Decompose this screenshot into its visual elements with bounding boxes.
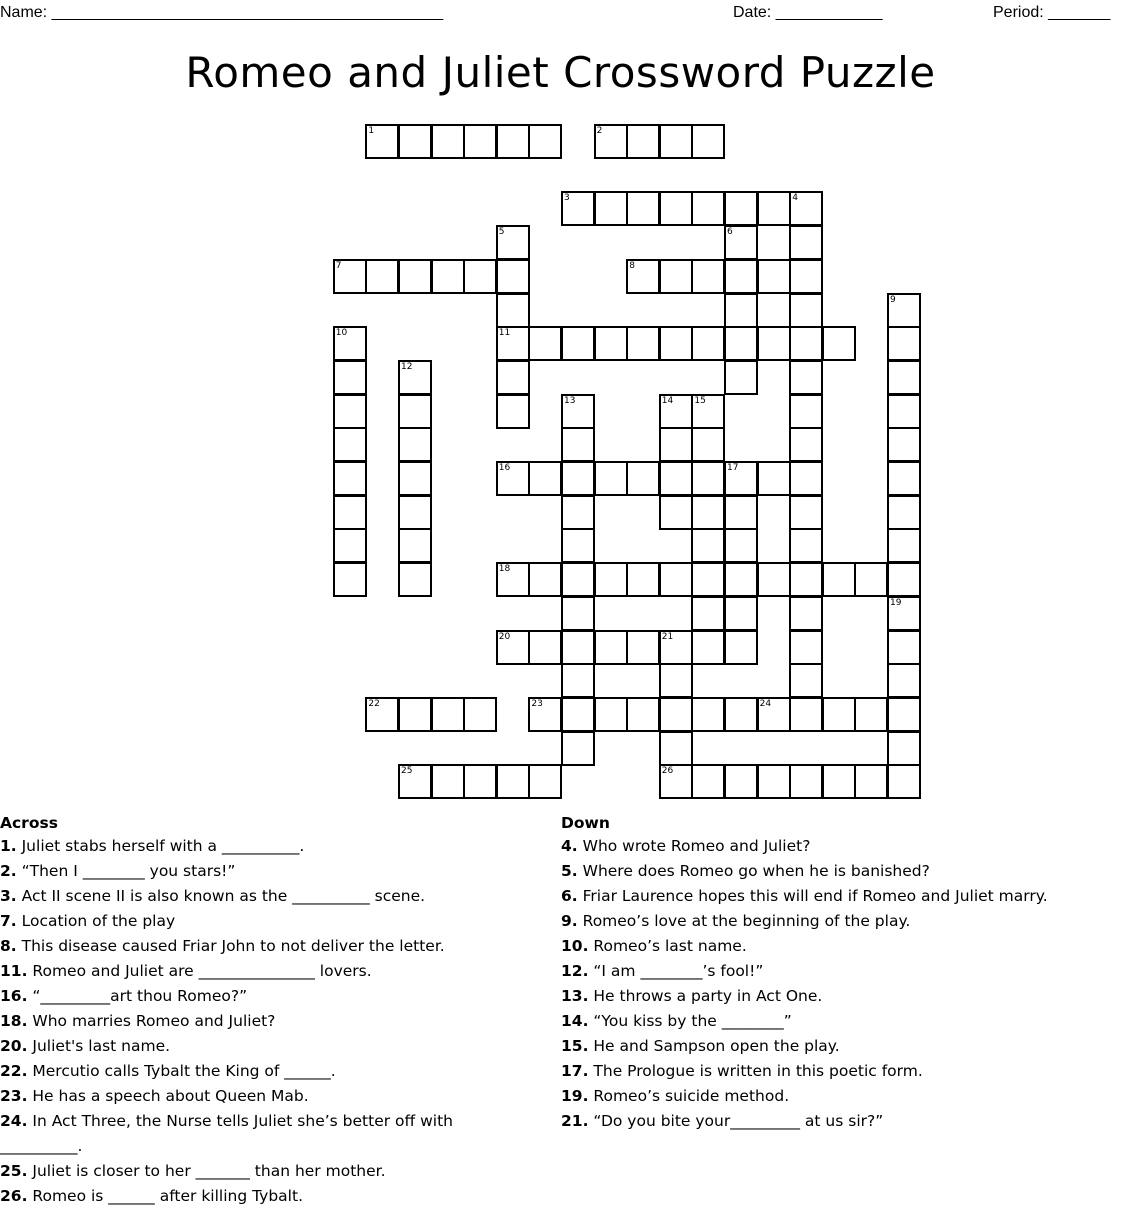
clue-item	[561, 1084, 1121, 1109]
grid-cell[interactable]	[789, 259, 823, 294]
clue-text: He and Sampson open the play.	[588, 1037, 840, 1055]
clue-number: 3.	[0, 887, 17, 905]
clue-text: “I am ________’s fool!”	[588, 962, 764, 980]
grid-cell[interactable]	[724, 191, 758, 226]
grid-cell[interactable]	[431, 697, 465, 732]
clue-number-label: 13	[564, 395, 576, 406]
grid-cell[interactable]	[496, 360, 530, 395]
grid-cell[interactable]	[333, 360, 367, 395]
clue-item	[0, 959, 545, 984]
grid-cell[interactable]	[496, 764, 530, 799]
grid-cell[interactable]	[561, 326, 595, 361]
grid-cell[interactable]	[659, 663, 693, 698]
grid-cell[interactable]	[496, 124, 530, 159]
grid-cell[interactable]	[789, 427, 823, 462]
clue-text: “_________art thou Romeo?”	[27, 987, 248, 1005]
clue-number-label: 22	[368, 698, 380, 709]
clue-number: 14.	[561, 1012, 589, 1030]
grid-cell[interactable]	[789, 562, 823, 597]
grid-cell[interactable]	[463, 259, 497, 294]
grid-cell[interactable]	[887, 427, 921, 462]
clue-number: 19.	[561, 1087, 589, 1105]
grid-cell[interactable]	[594, 191, 628, 226]
grid-cell[interactable]	[789, 394, 823, 429]
grid-cell[interactable]	[724, 495, 758, 530]
clue-number-label: 10	[335, 328, 348, 339]
grid-cell[interactable]	[691, 191, 725, 226]
grid-cell[interactable]	[691, 259, 725, 294]
grid-cell[interactable]	[724, 562, 758, 597]
grid-cell[interactable]	[757, 461, 791, 496]
clue-text: Where does Romeo go when he is banished?	[577, 862, 930, 880]
clue-item	[561, 1009, 1121, 1034]
period-field[interactable]: Period: _______	[993, 4, 1111, 21]
clue-number: 24.	[0, 1112, 28, 1130]
grid-cell[interactable]	[691, 596, 725, 631]
clue-number-label: 6	[727, 227, 733, 238]
clue-item	[561, 934, 1121, 959]
clue-number-label: 9	[890, 294, 896, 305]
grid-cell[interactable]	[887, 663, 921, 698]
grid-cell[interactable]	[789, 326, 823, 361]
clue-item	[0, 1059, 545, 1084]
clue-number: 16.	[0, 987, 28, 1005]
clue-item	[0, 1034, 545, 1059]
grid-cell[interactable]	[691, 495, 725, 530]
grid-cell[interactable]	[626, 630, 660, 665]
clue-number-label: 3	[564, 193, 570, 204]
grid-cell[interactable]	[431, 124, 465, 159]
grid-cell[interactable]	[561, 495, 595, 530]
grid-cell[interactable]	[724, 360, 758, 395]
clue-item	[0, 1109, 545, 1159]
grid-cell[interactable]	[333, 562, 367, 597]
grid-cell[interactable]	[789, 360, 823, 395]
grid-cell[interactable]	[431, 764, 465, 799]
grid-cell[interactable]	[333, 394, 367, 429]
grid-cell[interactable]	[561, 596, 595, 631]
grid-cell[interactable]	[528, 562, 562, 597]
grid-cell[interactable]	[691, 427, 725, 462]
grid-cell[interactable]	[659, 191, 693, 226]
clue-item	[561, 1109, 1121, 1134]
clue-item	[561, 909, 1121, 934]
grid-cell[interactable]	[789, 630, 823, 665]
grid-cell[interactable]	[789, 293, 823, 328]
grid-cell[interactable]	[789, 495, 823, 530]
grid-cell[interactable]	[691, 461, 725, 496]
grid-cell[interactable]	[887, 360, 921, 395]
clue-number-label: 23	[531, 698, 543, 709]
grid-cell[interactable]	[887, 562, 921, 597]
clue-number: 2.	[0, 862, 17, 880]
clue-text: Location of the play	[16, 912, 176, 930]
grid-cell[interactable]	[789, 596, 823, 631]
clue-item	[0, 1184, 545, 1209]
clue-item	[0, 859, 545, 884]
grid-cell[interactable]	[561, 663, 595, 698]
grid-cell[interactable]	[594, 562, 628, 597]
clue-number: 21.	[561, 1112, 589, 1130]
grid-cell[interactable]	[691, 562, 725, 597]
clue-number: 26.	[0, 1187, 28, 1205]
clue-item	[561, 834, 1121, 859]
grid-cell[interactable]	[496, 394, 530, 429]
clue-text: “You kiss by the ________”	[588, 1012, 792, 1030]
clue-text: This disease caused Friar John to not deliver the letter.	[16, 937, 445, 955]
grid-cell[interactable]	[626, 326, 660, 361]
grid-cell[interactable]	[887, 697, 921, 732]
clue-number: 5.	[561, 862, 578, 880]
grid-cell[interactable]	[626, 461, 660, 496]
clue-text: Romeo’s suicide method.	[588, 1087, 790, 1105]
clue-item	[561, 984, 1121, 1009]
clue-item	[0, 1009, 545, 1034]
clue-text: The Prologue is written in this poetic form.	[588, 1062, 923, 1080]
grid-cell[interactable]	[789, 461, 823, 496]
grid-cell[interactable]	[431, 259, 465, 294]
grid-cell[interactable]	[691, 630, 725, 665]
clue-number: 7.	[0, 912, 17, 930]
clue-text: Act II scene II is also known as the __________ scene.	[16, 887, 426, 905]
grid-cell[interactable]	[887, 630, 921, 665]
clue-item	[0, 984, 545, 1009]
clue-number-label: 11	[498, 328, 511, 339]
grid-cell[interactable]	[659, 259, 693, 294]
clue-number: 17.	[561, 1062, 589, 1080]
grid-cell[interactable]	[561, 697, 595, 732]
grid-cell[interactable]	[659, 461, 693, 496]
grid-cell[interactable]	[724, 293, 758, 328]
clue-number-label: 1	[368, 126, 375, 136]
clue-number: 22.	[0, 1062, 28, 1080]
page-title: Romeo and Juliet Crossword Puzzle	[185, 48, 936, 97]
grid-cell[interactable]	[365, 259, 399, 294]
clue-text: Mercutio calls Tybalt the King of ______.	[27, 1062, 336, 1080]
grid-cell[interactable]	[822, 326, 856, 361]
grid-cell[interactable]	[398, 461, 432, 496]
grid-cell[interactable]	[398, 124, 432, 159]
grid-cell[interactable]	[333, 461, 367, 496]
grid-cell[interactable]	[528, 124, 562, 159]
grid-cell[interactable]	[724, 697, 758, 732]
clue-item	[0, 934, 545, 959]
clue-number-label: 20	[498, 631, 511, 642]
grid-cell[interactable]	[594, 326, 628, 361]
across-heading: Across	[0, 814, 58, 832]
grid-cell[interactable]	[854, 697, 888, 732]
grid-cell[interactable]	[854, 764, 888, 799]
grid-cell[interactable]	[789, 764, 823, 799]
grid-cell[interactable]	[822, 697, 856, 732]
clue-number: 11.	[0, 962, 28, 980]
grid-cell[interactable]	[626, 191, 660, 226]
grid-cell[interactable]	[398, 697, 432, 732]
grid-cell[interactable]	[691, 764, 725, 799]
grid-cell[interactable]	[398, 394, 432, 429]
date-field[interactable]: Date: ____________	[733, 4, 883, 21]
clue-item	[561, 1034, 1121, 1059]
grid-cell[interactable]	[757, 764, 791, 799]
clue-number-label: 4	[792, 193, 798, 204]
grid-cell[interactable]	[757, 259, 791, 294]
name-field[interactable]: Name: ____________________________________________	[0, 4, 444, 21]
clue-item	[0, 884, 545, 909]
down-clues	[561, 812, 1121, 1134]
clue-text: Who marries Romeo and Juliet?	[27, 1012, 276, 1030]
clue-text: He throws a party in Act One.	[588, 987, 823, 1005]
grid-cell[interactable]	[789, 663, 823, 698]
clue-number: 25.	[0, 1162, 28, 1180]
grid-cell[interactable]	[789, 697, 823, 732]
clue-number: 15.	[561, 1037, 589, 1055]
grid-cell[interactable]	[757, 562, 791, 597]
clue-item	[0, 1084, 545, 1109]
grid-cell[interactable]	[659, 562, 693, 597]
clue-number: 1.	[0, 837, 17, 855]
grid-cell[interactable]	[724, 630, 758, 665]
grid-cell[interactable]	[724, 764, 758, 799]
grid-cell[interactable]	[659, 427, 693, 462]
clue-number-label: 21	[661, 631, 674, 642]
clue-number: 13.	[561, 987, 589, 1005]
grid-cell[interactable]	[691, 697, 725, 732]
grid-cell[interactable]	[333, 528, 367, 563]
grid-cell[interactable]	[594, 697, 628, 732]
clue-number-label: 25	[401, 766, 413, 777]
grid-cell[interactable]	[724, 596, 758, 631]
grid-cell[interactable]	[398, 562, 432, 597]
clue-number-label: 19	[890, 597, 902, 608]
grid-cell[interactable]	[333, 495, 367, 530]
grid-cell[interactable]	[528, 764, 562, 799]
grid-cell[interactable]	[561, 461, 595, 496]
grid-cell[interactable]	[887, 394, 921, 429]
clue-number: 6.	[561, 887, 578, 905]
clue-number: 20.	[0, 1037, 28, 1055]
clue-number: 12.	[561, 962, 589, 980]
grid-cell[interactable]	[789, 528, 823, 563]
grid-cell[interactable]	[724, 326, 758, 361]
grid-cell[interactable]	[887, 326, 921, 361]
clue-item	[0, 909, 545, 934]
grid-cell[interactable]	[887, 528, 921, 563]
grid-cell[interactable]	[887, 731, 921, 766]
grid-cell[interactable]	[528, 630, 562, 665]
grid-cell[interactable]	[463, 697, 497, 732]
clue-number-label: 7	[335, 260, 342, 271]
grid-cell[interactable]	[626, 697, 660, 732]
grid-cell[interactable]	[626, 562, 660, 597]
grid-cell[interactable]	[561, 528, 595, 563]
grid-cell[interactable]	[691, 326, 725, 361]
grid-cell[interactable]	[887, 461, 921, 496]
clue-number: 10.	[561, 937, 589, 955]
clue-number-label: 12	[401, 361, 413, 372]
grid-cell[interactable]	[757, 326, 791, 361]
grid-cell[interactable]	[496, 259, 530, 294]
grid-cell[interactable]	[887, 764, 921, 799]
grid-cell[interactable]	[626, 124, 660, 159]
clue-number-label: 24	[759, 698, 772, 709]
clue-number-label: 2	[596, 126, 603, 136]
down-heading: Down	[561, 814, 610, 832]
clue-item	[561, 884, 1121, 909]
clue-number: 4.	[561, 837, 578, 855]
clue-number: 18.	[0, 1012, 28, 1030]
clue-number-label: 16	[498, 463, 511, 473]
clue-text: “Do you bite your_________ at us sir?”	[588, 1112, 884, 1130]
clue-number-label: 5	[498, 227, 505, 238]
grid-cell[interactable]	[659, 326, 693, 361]
clue-text: Juliet's last name.	[27, 1037, 171, 1055]
grid-cell[interactable]	[822, 562, 856, 597]
grid-cell[interactable]	[463, 124, 497, 159]
grid-cell[interactable]	[789, 225, 823, 260]
grid-cell[interactable]	[463, 764, 497, 799]
clue-text: Romeo is ______ after killing Tybalt.	[27, 1187, 303, 1205]
grid-cell[interactable]	[398, 427, 432, 462]
clue-number: 8.	[0, 937, 17, 955]
grid-cell[interactable]	[561, 427, 595, 462]
grid-cell[interactable]	[724, 528, 758, 563]
grid-cell[interactable]	[528, 461, 562, 496]
grid-cell[interactable]	[528, 326, 562, 361]
clue-text: “Then I ________ you stars!”	[16, 862, 236, 880]
clue-text: Romeo’s last name.	[588, 937, 747, 955]
grid-cell[interactable]	[659, 731, 693, 766]
grid-cell[interactable]	[691, 528, 725, 563]
clue-text: In Act Three, the Nurse tells Juliet she’s better off with __________.	[0, 1112, 453, 1155]
grid-cell[interactable]	[398, 259, 432, 294]
across-clues	[0, 812, 545, 1209]
grid-cell[interactable]	[561, 630, 595, 665]
grid-cell[interactable]	[822, 764, 856, 799]
grid-cell[interactable]	[561, 562, 595, 597]
clue-number-label: 15	[694, 395, 706, 406]
clue-text: Who wrote Romeo and Juliet?	[577, 837, 811, 855]
clue-text: Juliet is closer to her _______ than her mother.	[27, 1162, 386, 1180]
grid-cell[interactable]	[398, 495, 432, 530]
clue-number-label: 26	[661, 766, 674, 777]
clue-text: Romeo and Juliet are _______________ lovers.	[27, 962, 372, 980]
grid-cell[interactable]	[724, 259, 758, 294]
grid-cell[interactable]	[887, 495, 921, 530]
clue-number-label: 8	[629, 260, 635, 271]
clue-number: 9.	[561, 912, 578, 930]
grid-cell[interactable]	[659, 697, 693, 732]
clue-text: Friar Laurence hopes this will end if Romeo and Juliet marry.	[577, 887, 1048, 905]
grid-cell[interactable]	[594, 461, 628, 496]
grid-cell[interactable]	[691, 124, 725, 159]
clue-item	[0, 834, 545, 859]
clue-number: 23.	[0, 1087, 28, 1105]
clue-item	[561, 1059, 1121, 1084]
clue-number-label: 18	[498, 564, 511, 575]
clue-item	[0, 1159, 545, 1184]
grid-cell[interactable]	[398, 528, 432, 563]
clue-number-label: 14	[661, 395, 674, 406]
grid-cell[interactable]	[757, 191, 791, 226]
grid-cell[interactable]	[659, 495, 693, 530]
clue-text: Juliet stabs herself with a __________.	[16, 837, 305, 855]
clue-text: Romeo’s love at the beginning of the play.	[577, 912, 911, 930]
clue-number-label: 17	[727, 463, 739, 473]
grid-cell[interactable]	[854, 562, 888, 597]
grid-cell[interactable]	[333, 427, 367, 462]
grid-cell[interactable]	[659, 124, 693, 159]
grid-cell[interactable]	[594, 630, 628, 665]
clue-item	[561, 959, 1121, 984]
grid-cell[interactable]	[496, 293, 530, 328]
clue-text: He has a speech about Queen Mab.	[27, 1087, 309, 1105]
grid-cell[interactable]	[561, 731, 595, 766]
clue-item	[561, 859, 1121, 884]
